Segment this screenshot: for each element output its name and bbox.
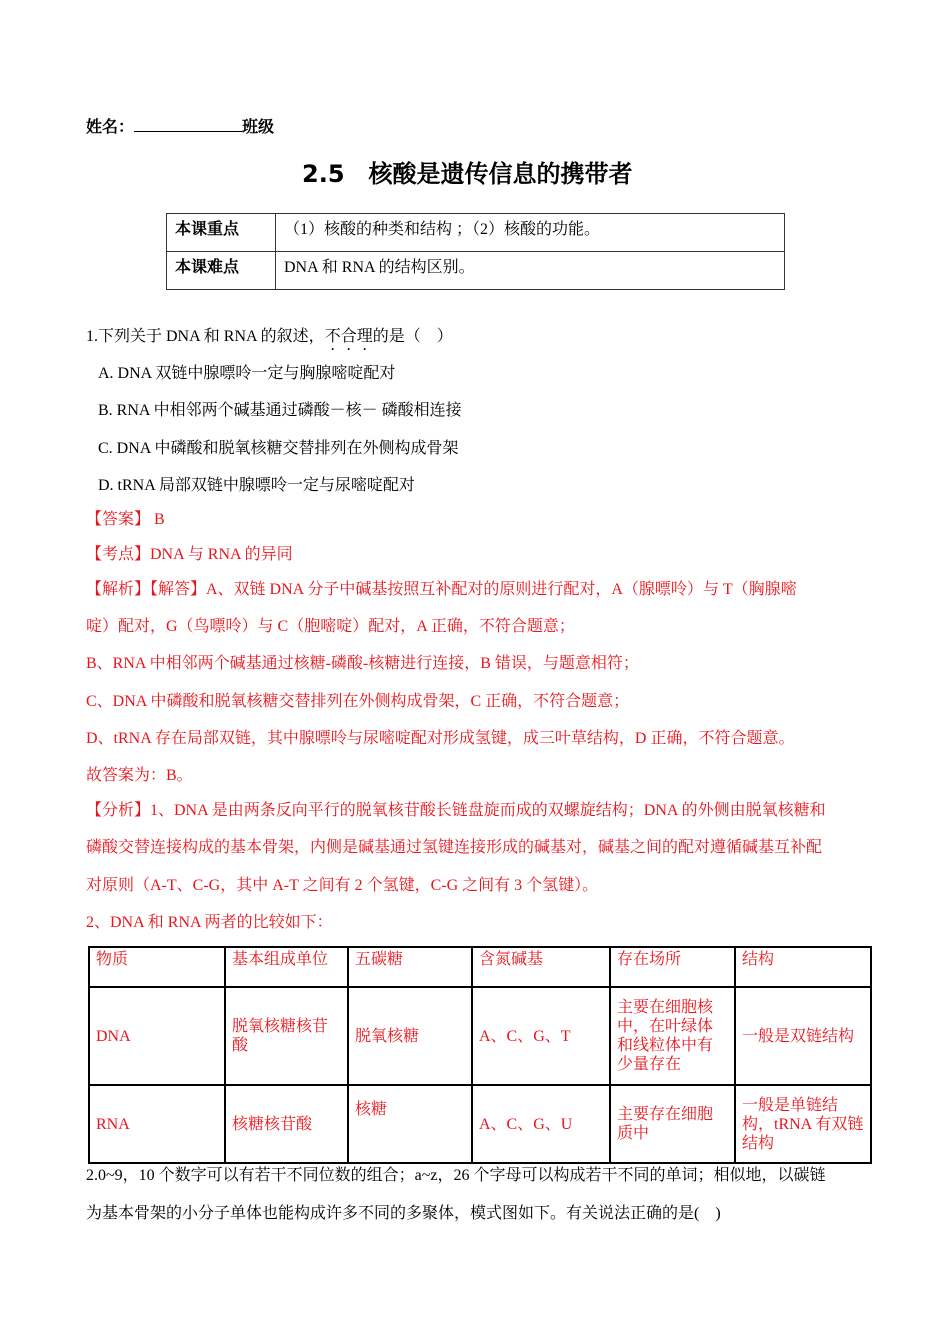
option-c: C. DNA 中磷酸和脱氧核糖交替排列在外侧构成骨架 (98, 440, 459, 457)
analysis-line: B、RNA 中相邻两个碱基通过核糖-磷酸-核糖进行连接，B 错误，与题意相符； (86, 655, 639, 672)
analysis-line: 磷酸交替连接构成的基本骨架，内侧是碱基通过氢键连接形成的碱基对，碱基之间的配对遵循碱基互补配 (86, 839, 823, 856)
cell: 一般是单链结构，tRNA 有双链结构 (735, 1085, 871, 1163)
comparison-table (88, 946, 872, 1164)
stem-text: 1.下列关于 DNA 和 RNA 的叙述， (86, 328, 325, 345)
question-1-stem (86, 327, 453, 354)
question-2-line: 2.0~9，10 个数字可以有若干不同位数的组合；a~z，26 个字母可以构成若干不同的单词；相似地，以碳链 (86, 1167, 826, 1184)
cell: DNA (89, 987, 225, 1085)
analysis-line: 【分析】1、DNA 是由两条反向平行的脱氧核苷酸长链盘旋而成的双螺旋结构；DNA 的外侧由脱氧核糖和 (86, 802, 826, 819)
summary-table (166, 213, 785, 290)
analysis-line: D、tRNA 存在局部双链，其中腺嘌呤与尿嘧啶配对形成氢键，成三叶草结构，D 正确，不符合题意。 (86, 730, 795, 747)
cell: 主要存在细胞质中 (610, 1085, 735, 1163)
table-row (89, 1085, 871, 1163)
page-title: 2.5 核酸是遗传信息的携带者 (302, 160, 633, 188)
cell: 核糖 (348, 1085, 472, 1163)
analysis-line: C、DNA 中磷酸和脱氧核糖交替排列在外侧构成骨架，C 正确，不符合题意； (86, 693, 630, 710)
row-value: DNA 和 RNA 的结构区别。 (276, 252, 785, 290)
stem-emphasis: 不合理 (324, 328, 373, 345)
analysis-line: 【解析】【解答】A、双链 DNA 分子中碱基按照互补配对的原则进行配对，A（腺嘌呤）与 T（胸腺嘧 (86, 581, 797, 598)
analysis-line: 2、DNA 和 RNA 两者的比较如下： (86, 914, 333, 931)
cell: 脱氧核糖核苷酸 (225, 987, 348, 1085)
header-cell: 含氮碱基 (472, 947, 610, 987)
option-d: D. tRNA 局部双链中腺嘌呤一定与尿嘧啶配对 (98, 477, 415, 494)
cell: 脱氧核糖 (348, 987, 472, 1085)
analysis-line: 啶）配对，G（鸟嘌呤）与 C（胞嘧啶）配对，A 正确，不符合题意； (86, 618, 575, 635)
header-cell: 基本组成单位 (225, 947, 348, 987)
knowledge-point: 【考点】DNA 与 RNA 的异同 (86, 546, 293, 563)
table-row (89, 987, 871, 1085)
table-row (167, 252, 785, 290)
cell: RNA (89, 1085, 225, 1163)
header-cell: 结构 (735, 947, 871, 987)
cell: A、C、G、U (472, 1085, 610, 1163)
name-label: 姓名： (86, 117, 135, 136)
analysis-line: 对原则（A-T、C-G，其中 A-T 之间有 2 个氢键，C-G 之间有 3 个氢键）。 (86, 877, 599, 894)
cell: 一般是双链结构 (735, 987, 871, 1085)
analysis-line: 故答案为：B。 (86, 767, 193, 784)
cell: A、C、G、T (472, 987, 610, 1085)
stem-text-end: 的是（ ） (372, 328, 453, 345)
header-cell: 存在场所 (610, 947, 735, 987)
row-label: 本课难点 (167, 252, 276, 290)
table-row (167, 214, 785, 252)
class-label: 班级 (242, 117, 275, 136)
header-cell: 物质 (89, 947, 225, 987)
option-a: A. DNA 双链中腺嘌呤一定与胸腺嘧啶配对 (98, 365, 396, 382)
name-class-line (86, 117, 274, 137)
row-value: （1）核酸的种类和结构 ；（2）核酸的功能。 (276, 214, 785, 252)
question-2-line: 为基本骨架的小分子单体也能构成许多不同的多聚体，模式图如下。有关说法正确的是( ) (86, 1205, 721, 1222)
row-label: 本课重点 (167, 214, 276, 252)
cell: 主要在细胞核中，在叶绿体和线粒体中有少量存在 (610, 987, 735, 1085)
table-header-row (89, 947, 871, 987)
answer: 【答案】 B (86, 511, 165, 528)
option-b: B. RNA 中相邻两个碱基通过磷酸－核－ 磷酸相连接 (98, 402, 462, 419)
header-cell: 五碳糖 (348, 947, 472, 987)
name-blank[interactable] (134, 117, 242, 132)
cell: 核糖核苷酸 (225, 1085, 348, 1163)
